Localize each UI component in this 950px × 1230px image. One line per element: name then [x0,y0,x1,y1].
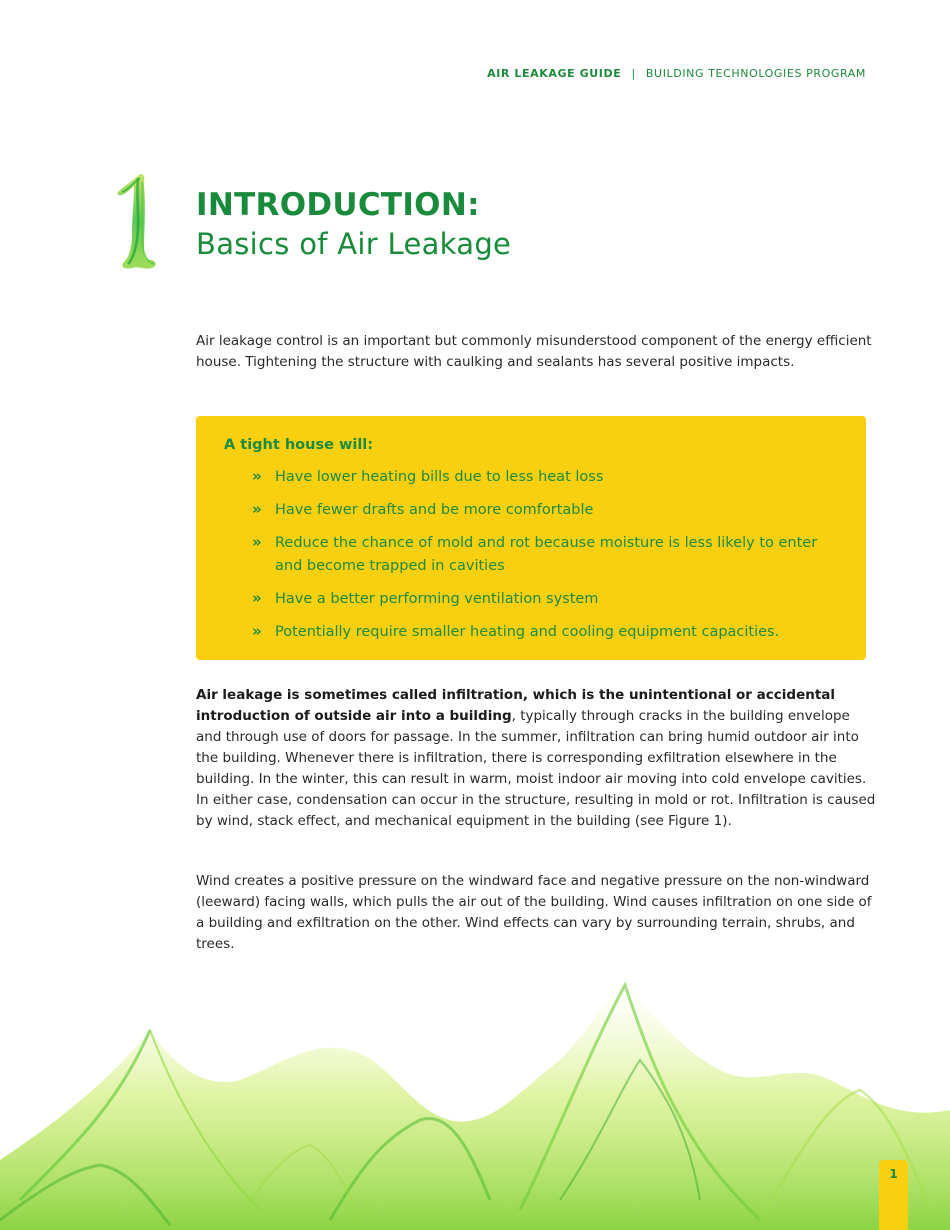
list-item-text: Have lower heating bills due to less heat loss [275,469,604,485]
chevron-bullet-icon: » [252,500,262,518]
chapter-title [196,186,511,264]
chapter-one-smoke-icon [110,170,160,274]
list-item [252,466,832,489]
header-separator: | [631,67,636,80]
list-item-text: Have fewer drafts and be more comfortable [275,502,594,518]
page-number-tab [879,1160,908,1230]
intro-paragraph: Air leakage control is an important but commonly misunderstood component of the energy efficient house. Tightening the structure with caulking and sealants has several positive impacts. [196,333,872,370]
running-header [487,67,866,80]
wind-paragraph: Wind creates a positive pressure on the windward face and negative pressure on the non-windward (leeward) facing walls, which pulls the air out of the building. Wind causes infiltration on one side of a building and exfiltration on the other. Wind effects can vary by surrounding terrain, shrubs, and trees. [196,873,872,952]
infiltration-paragraph [196,685,876,832]
chapter-title-heading: INTRODUCTION: [196,187,480,223]
header-program-title: BUILDING TECHNOLOGIES PROGRAM [645,67,866,80]
header-guide-title: AIR LEAKAGE GUIDE [487,67,622,80]
chevron-bullet-icon: » [252,589,262,607]
infiltration-explanation: , typically through cracks in the building envelope and through use of doors for passage. In the summer, infiltration can bring humid outdoor air into the building. Whenever there is infiltration, there is corresponding exfiltration elsewhere in the building. In the winter, this can result in warm, moist indoor air moving into cold envelope cavities. In either case, condensation can occur in the structure, resulting in mold or rot. Infiltration is caused by wind, stack effect, and mechanical equipment in the building (see Figure 1). [196,708,876,829]
list-item [252,621,832,644]
benefits-list [252,466,832,654]
list-item-text: Reduce the chance of mold and rot because moisture is less likely to enter and become trapped in cavities [275,535,818,574]
list-item-text: Have a better performing ventilation system [275,591,599,607]
page-number: 1 [889,1167,898,1181]
chevron-bullet-icon: » [252,467,262,485]
infiltration-definition: Air leakage is sometimes called infiltration, which is the unintentional or accidental introduction of outside air into a building [196,687,836,724]
list-item [252,532,832,578]
chapter-title-subheading: Basics of Air Leakage [196,227,512,261]
list-item [252,499,832,522]
green-smoke-decoration [0,970,950,1230]
list-item [252,588,832,611]
chevron-bullet-icon: » [252,533,262,551]
chevron-bullet-icon: » [252,622,262,640]
list-item-text: Potentially require smaller heating and cooling equipment capacities. [275,624,780,640]
tight-house-callout [196,416,866,660]
callout-heading: A tight house will: [224,437,374,453]
